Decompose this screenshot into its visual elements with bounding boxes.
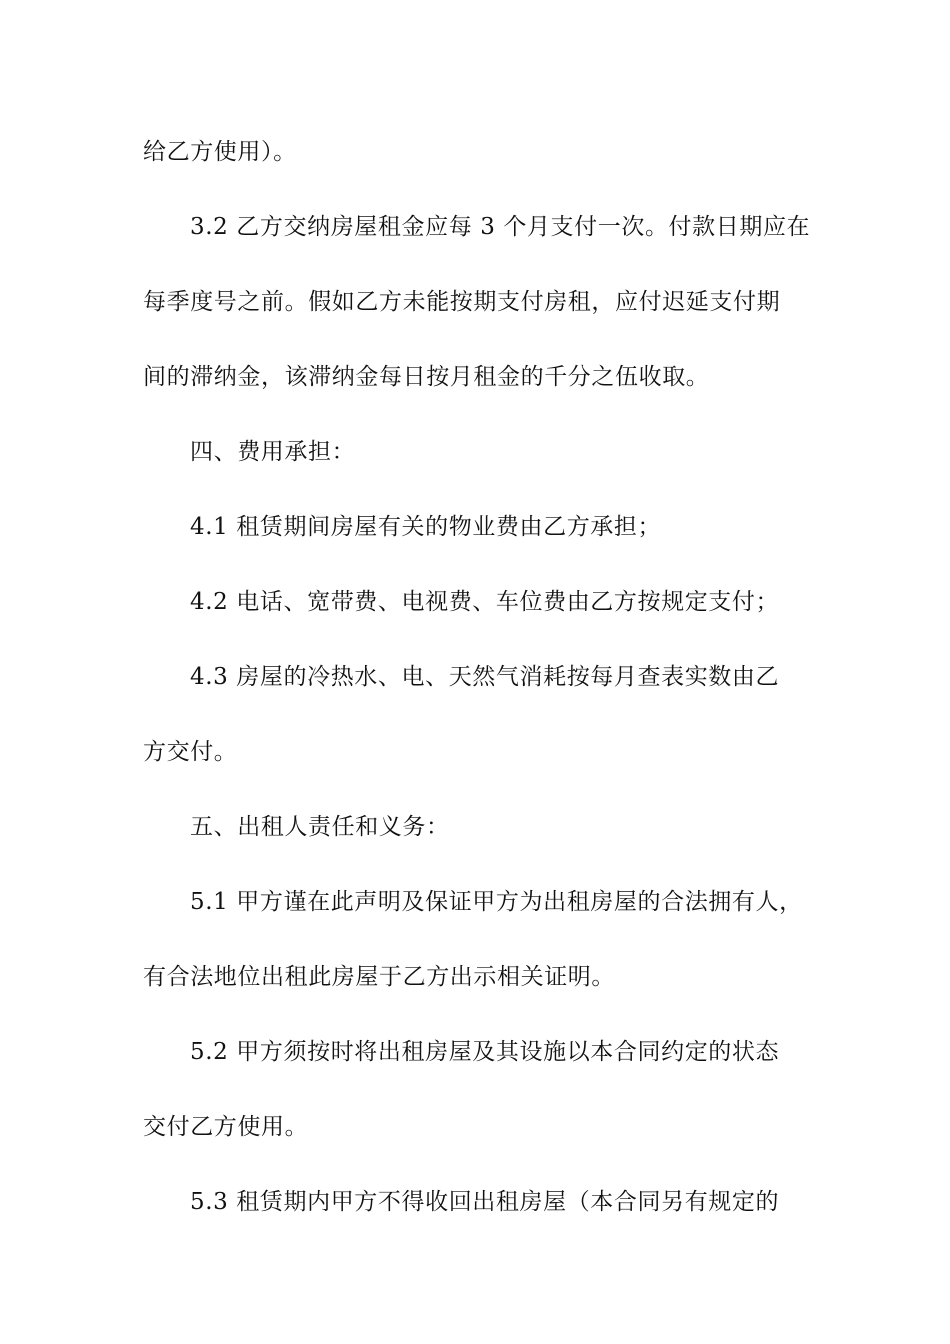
text-line: 3.2 乙方交纳房屋租金应每 3 个月支付一次。付款日期应在 (190, 214, 811, 240)
text-line: 4.3 房屋的冷热水、电、天然气消耗按每月查表实数由乙 (190, 664, 780, 690)
text-line: 4.1 租赁期间房屋有关的物业费由乙方承担； (190, 514, 662, 540)
text-line: 有合法地位出租此房屋于乙方出示相关证明。 (143, 964, 615, 990)
text-line: 5.2 甲方须按时将出租房屋及其设施以本合同约定的状态 (190, 1039, 780, 1065)
section-heading: 五、出租人责任和义务： (190, 814, 450, 840)
text-line: 每季度号之前。假如乙方未能按期支付房租，应付迟延支付期 (143, 289, 781, 315)
text-line: 5.3 租赁期内甲方不得收回出租房屋（本合同另有规定的 (190, 1189, 780, 1215)
section-heading: 四、费用承担： (190, 439, 356, 465)
text-line: 间的滞纳金，该滞纳金每日按月租金的千分之伍收取。 (143, 364, 710, 390)
text-line: 5.1 甲方谨在此声明及保证甲方为出租房屋的合法拥有人， (190, 889, 803, 915)
text-line: 给乙方使用）。 (143, 139, 297, 165)
text-line: 交付乙方使用。 (143, 1114, 309, 1140)
text-line: 4.2 电话、宽带费、电视费、车位费由乙方按规定支付； (190, 589, 780, 615)
text-line: 方交付。 (143, 739, 238, 765)
